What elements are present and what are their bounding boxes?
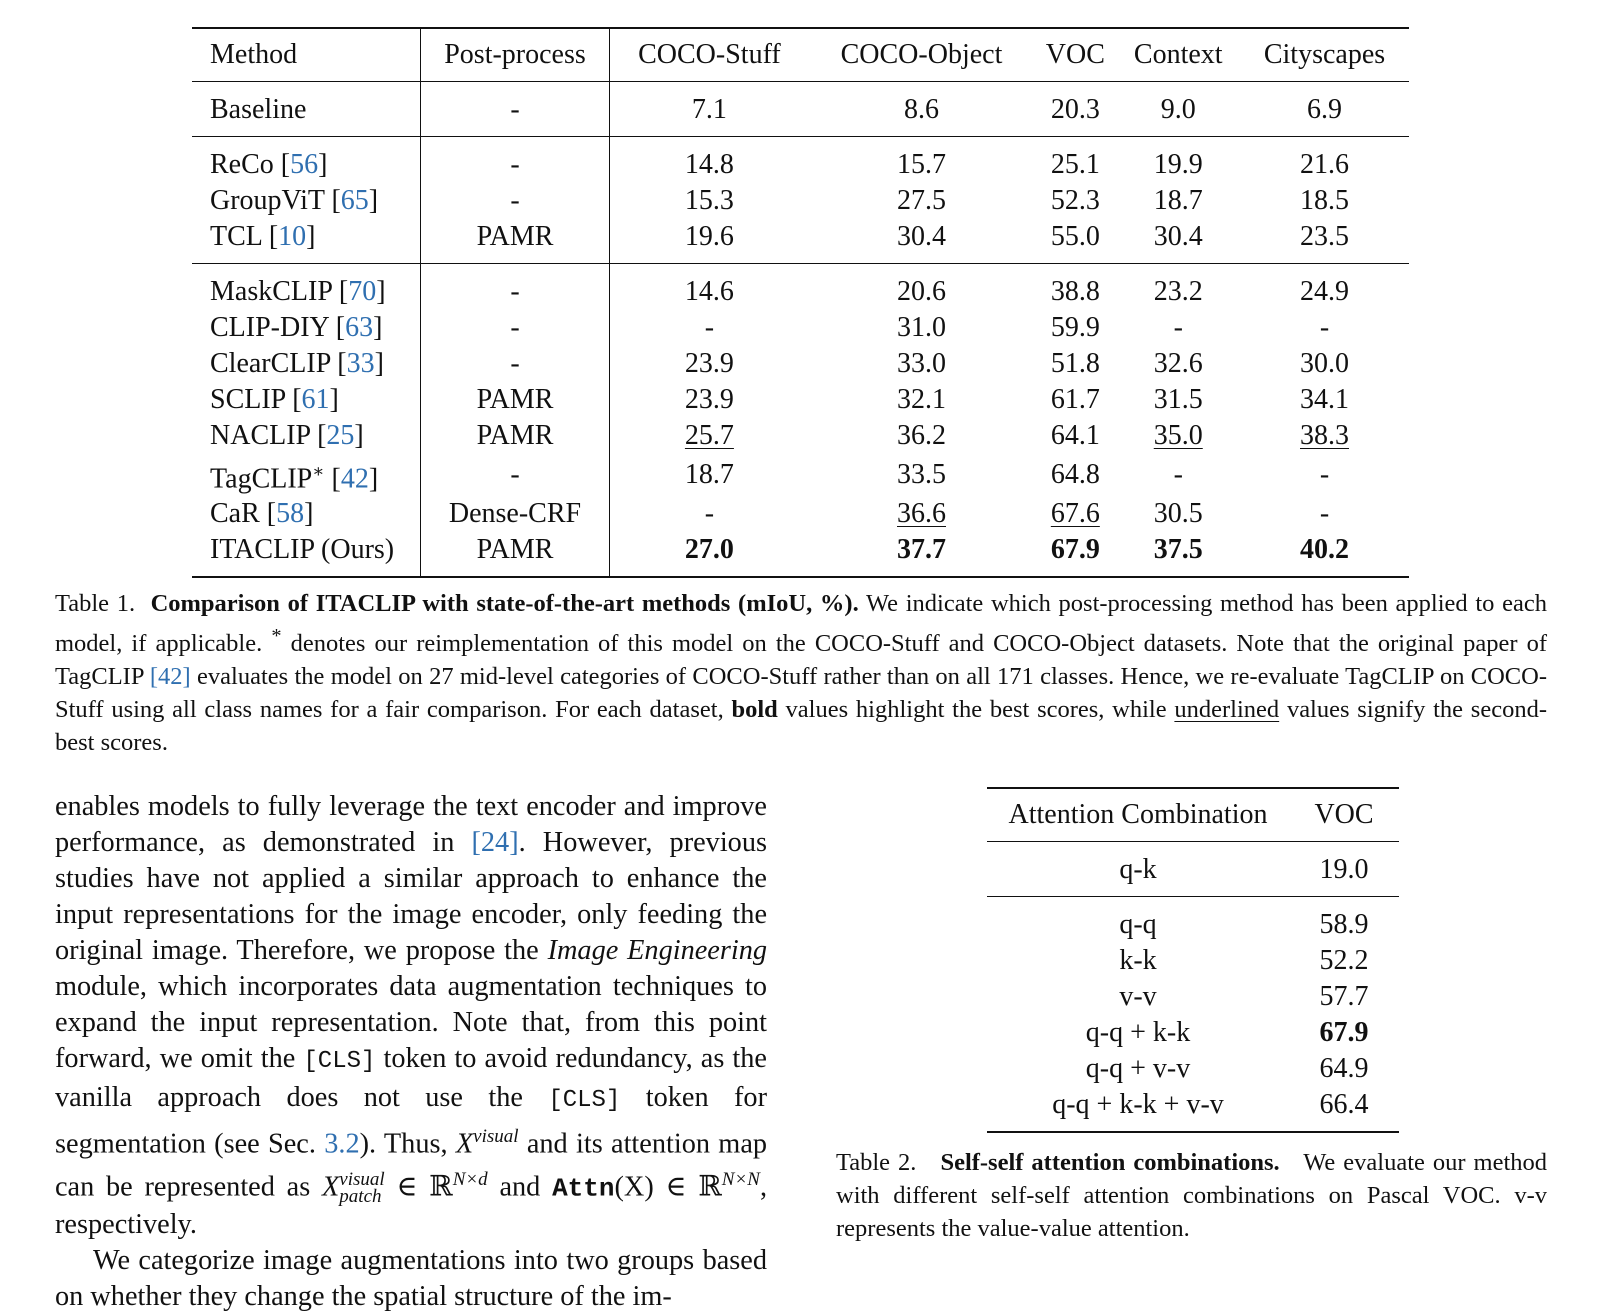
comparison-table bbox=[192, 27, 1409, 578]
score-cell: 52.3 bbox=[1050, 185, 1100, 216]
paragraph: enables models to fully leverage the text encoder and improve performance, as demonstrated in [24]. However, previous studies have not applied a similar approach to enhance the input representations for the image encoder, only feeding the original image. Therefore, we propose the Image Engineering module, which incorporates data augmentation techniques to expand the input representation. Note that, from this point forward, we omit the [CLS] token to avoid redundancy, as the vanilla approach does not use the [CLS] token for segmentation (see Sec. 3.2). Thus, $X^{visual}$ and its attention map can be represented as X visual patch ∈ ℝ$^{N\times d}$ and Attn(X) ∈ ℝ$^{N\times N}$, respectively. bbox=[55, 791, 768, 1240]
table-row bbox=[192, 454, 1409, 496]
score-cell: 20.6 bbox=[809, 264, 1034, 311]
post-process-cell: - bbox=[421, 264, 610, 311]
score-cell: 31.0 bbox=[897, 312, 946, 343]
table-row bbox=[987, 1015, 1399, 1051]
method-cell: ReCo [56] bbox=[192, 137, 421, 184]
table2-caption-label: Table 2. bbox=[836, 1149, 917, 1176]
post-process-cell: - bbox=[421, 346, 610, 382]
table1-caption-title: Comparison of ITACLIP with state-of-the-art methods (mIoU, %). bbox=[150, 590, 859, 617]
score-cell: 33.0 bbox=[897, 348, 946, 379]
score-cell: 36.6 bbox=[897, 498, 946, 530]
score-cell: 51.8 bbox=[1050, 348, 1100, 379]
score-cell: - bbox=[704, 312, 715, 343]
score-cell: - bbox=[1319, 312, 1330, 343]
post-process-cell: - bbox=[421, 82, 610, 137]
table-row bbox=[987, 1087, 1399, 1132]
score-cell: - bbox=[1319, 459, 1330, 491]
method-cell: MaskCLIP [70] bbox=[192, 264, 421, 311]
voc-score-cell: 52.2 bbox=[1319, 945, 1369, 976]
method-cell: SCLIP [61] bbox=[192, 382, 421, 418]
table-row bbox=[192, 310, 1409, 346]
table1-caption: Table 1. Comparison of ITACLIP with state-of-the-art methods (mIoU, %). We indicate which post-processing method has been applied to each model, if applicable. * denotes our reimplementation of this model on the COCO-Stuff and COCO-Object datasets. Note that the original paper of TagCLIP [42] evaluates the model on 27 mid-level categories of COCO-Stuff rather than on all 171 classes. Hence, we re-evaluate TagCLIP on COCO-Stuff using all class names for a fair comparison. For each dataset, bold values highlight the best scores, while underlined values signify the second-best scores. bbox=[55, 590, 1548, 757]
score-cell: 35.0 bbox=[1153, 420, 1203, 451]
post-process-cell: PAMR bbox=[421, 532, 610, 577]
section-link[interactable]: 3.2 bbox=[324, 1128, 360, 1160]
method-cell: TagCLIP∗ [42] bbox=[192, 454, 421, 496]
score-cell: 24.9 bbox=[1240, 264, 1409, 311]
score-cell: 14.6 bbox=[610, 264, 809, 311]
voc-score-cell: 58.9 bbox=[1289, 897, 1399, 944]
score-cell: 7.1 bbox=[610, 82, 809, 137]
table-row bbox=[192, 346, 1409, 382]
citation-link[interactable]: 58 bbox=[276, 498, 305, 530]
method-cell: TCL [10] bbox=[192, 219, 421, 264]
combination-cell: q-k bbox=[987, 842, 1289, 897]
score-cell: - bbox=[1173, 459, 1183, 491]
table-row bbox=[987, 943, 1399, 979]
body-text bbox=[55, 789, 767, 1315]
score-cell: 38.3 bbox=[1300, 420, 1349, 451]
score-cell: - bbox=[1173, 312, 1183, 343]
score-cell: 20.3 bbox=[1034, 82, 1116, 137]
combination-cell: q-q + k-k bbox=[1085, 1017, 1191, 1048]
score-cell: - bbox=[704, 498, 715, 530]
post-process-cell: - bbox=[421, 183, 610, 219]
score-cell: 40.2 bbox=[1240, 532, 1409, 577]
column-header: COCO-Stuff bbox=[610, 28, 809, 82]
citation-link[interactable]: 70 bbox=[348, 276, 377, 307]
score-cell: 67.6 bbox=[1050, 498, 1100, 530]
score-cell: 67.9 bbox=[1034, 532, 1116, 577]
method-cell: NACLIP [25] bbox=[192, 418, 421, 454]
score-cell: 64.1 bbox=[1050, 420, 1100, 451]
score-cell: 27.5 bbox=[897, 185, 946, 216]
score-cell: 32.6 bbox=[1153, 348, 1203, 379]
method-cell: ITACLIP (Ours) bbox=[192, 532, 421, 577]
column-header: Context bbox=[1117, 28, 1241, 82]
score-cell: 25.1 bbox=[1034, 137, 1116, 184]
table-row bbox=[192, 137, 1409, 184]
voc-score-cell: 66.4 bbox=[1289, 1087, 1399, 1132]
score-cell: 37.5 bbox=[1117, 532, 1241, 577]
voc-score-cell: 19.0 bbox=[1289, 842, 1399, 897]
voc-score-cell: 57.7 bbox=[1319, 981, 1369, 1012]
score-cell: 18.5 bbox=[1300, 185, 1349, 216]
combination-cell: v-v bbox=[1119, 981, 1157, 1012]
voc-score-cell: 64.9 bbox=[1319, 1053, 1369, 1084]
score-cell: 15.7 bbox=[809, 137, 1034, 184]
score-cell: 25.7 bbox=[684, 420, 734, 451]
table-row bbox=[192, 264, 1409, 311]
score-cell: 18.7 bbox=[684, 459, 734, 491]
table-row bbox=[987, 979, 1399, 1015]
table-row bbox=[987, 897, 1399, 944]
column-header: VOC bbox=[1289, 788, 1399, 842]
combination-cell: q-q bbox=[987, 897, 1289, 944]
score-cell: 9.0 bbox=[1117, 82, 1241, 137]
citation-link[interactable]: 42 bbox=[340, 463, 369, 495]
score-cell: 59.9 bbox=[1050, 312, 1100, 343]
table2-caption-title: Self-self attention combinations. bbox=[940, 1149, 1280, 1176]
post-process-cell: PAMR bbox=[421, 418, 610, 454]
table-row bbox=[192, 82, 1409, 137]
table-header-row bbox=[192, 28, 1409, 82]
column-header: Method bbox=[192, 28, 421, 82]
citation-link[interactable]: 33 bbox=[346, 348, 375, 379]
method-cell: CaR [58] bbox=[192, 496, 421, 532]
score-cell: 27.0 bbox=[610, 532, 809, 577]
score-cell: 23.9 bbox=[684, 384, 734, 415]
score-cell: 38.8 bbox=[1034, 264, 1116, 311]
citation-link[interactable]: [42] bbox=[149, 663, 191, 691]
score-cell: 55.0 bbox=[1050, 221, 1100, 252]
table-row bbox=[192, 496, 1409, 532]
score-cell: 23.2 bbox=[1117, 264, 1241, 311]
table1-caption-label: Table 1. bbox=[55, 590, 136, 617]
post-process-cell: - bbox=[421, 310, 610, 346]
table-row bbox=[192, 418, 1409, 454]
score-cell: 18.7 bbox=[1153, 185, 1203, 216]
column-header: COCO-Object bbox=[809, 28, 1034, 82]
score-cell: 6.9 bbox=[1240, 82, 1409, 137]
post-process-cell: PAMR bbox=[421, 382, 610, 418]
score-cell: 14.8 bbox=[610, 137, 809, 184]
score-cell: 30.4 bbox=[1153, 221, 1203, 252]
combination-cell: q-q + k-k + v-v bbox=[987, 1087, 1289, 1132]
table-row bbox=[192, 183, 1409, 219]
table-row bbox=[192, 219, 1409, 264]
score-cell: 8.6 bbox=[809, 82, 1034, 137]
method-cell: Baseline bbox=[192, 82, 421, 137]
post-process-cell: Dense-CRF bbox=[421, 496, 610, 532]
attention-combination-table bbox=[987, 787, 1399, 1133]
citation-link[interactable]: 10 bbox=[278, 221, 307, 252]
score-cell: 32.1 bbox=[897, 384, 946, 415]
score-cell: 23.5 bbox=[1300, 221, 1349, 252]
combination-cell: k-k bbox=[1119, 945, 1157, 976]
score-cell: 23.9 bbox=[684, 348, 734, 379]
column-header: VOC bbox=[1034, 28, 1116, 82]
score-cell: 64.8 bbox=[1050, 459, 1100, 491]
score-cell: 33.5 bbox=[897, 459, 946, 491]
citation-link[interactable]: 65 bbox=[340, 185, 369, 216]
voc-score-cell: 67.9 bbox=[1319, 1017, 1369, 1048]
column-header: Cityscapes bbox=[1240, 28, 1409, 82]
post-process-cell: - bbox=[421, 454, 610, 496]
paragraph: We categorize image augmentations into two groups based on whether they change the spatial structure of the im- bbox=[55, 1244, 767, 1312]
post-process-cell: - bbox=[421, 137, 610, 184]
table-row bbox=[987, 1051, 1399, 1087]
score-cell: 37.7 bbox=[809, 532, 1034, 577]
score-cell: 19.9 bbox=[1117, 137, 1241, 184]
score-cell: 34.1 bbox=[1300, 384, 1349, 415]
method-cell: CLIP-DIY [63] bbox=[192, 310, 421, 346]
star-mark: * bbox=[271, 625, 282, 647]
table-row bbox=[192, 532, 1409, 577]
combination-cell: q-q + v-v bbox=[1085, 1053, 1191, 1084]
column-header: Attention Combination bbox=[987, 788, 1289, 842]
table-row bbox=[192, 382, 1409, 418]
score-cell: 21.6 bbox=[1240, 137, 1409, 184]
score-cell: 30.4 bbox=[897, 221, 946, 252]
table-header-row bbox=[987, 788, 1399, 842]
method-cell: GroupViT [65] bbox=[192, 183, 421, 219]
citation-link[interactable]: [24] bbox=[471, 827, 519, 858]
score-cell: 30.5 bbox=[1153, 498, 1203, 530]
score-cell: - bbox=[1319, 498, 1330, 530]
citation-link[interactable]: 63 bbox=[345, 312, 374, 343]
citation-link[interactable]: 61 bbox=[301, 384, 330, 415]
citation-link[interactable]: 56 bbox=[290, 149, 319, 180]
score-cell: 30.0 bbox=[1300, 348, 1349, 379]
score-cell: 15.3 bbox=[684, 185, 734, 216]
column-header: Post-process bbox=[421, 28, 610, 82]
method-cell: ClearCLIP [33] bbox=[192, 346, 421, 382]
citation-link[interactable]: 25 bbox=[326, 420, 355, 451]
score-cell: 61.7 bbox=[1050, 384, 1100, 415]
table-row bbox=[987, 842, 1399, 897]
score-cell: 19.6 bbox=[684, 221, 734, 252]
score-cell: 36.2 bbox=[897, 420, 946, 451]
table2-caption: Table 2. Self-self attention combinations. We evaluate our method with different self-self attention combinations on Pascal VOC. v-v represents the value-value attention. bbox=[836, 1149, 1548, 1242]
score-cell: 31.5 bbox=[1153, 384, 1203, 415]
post-process-cell: PAMR bbox=[421, 219, 610, 264]
